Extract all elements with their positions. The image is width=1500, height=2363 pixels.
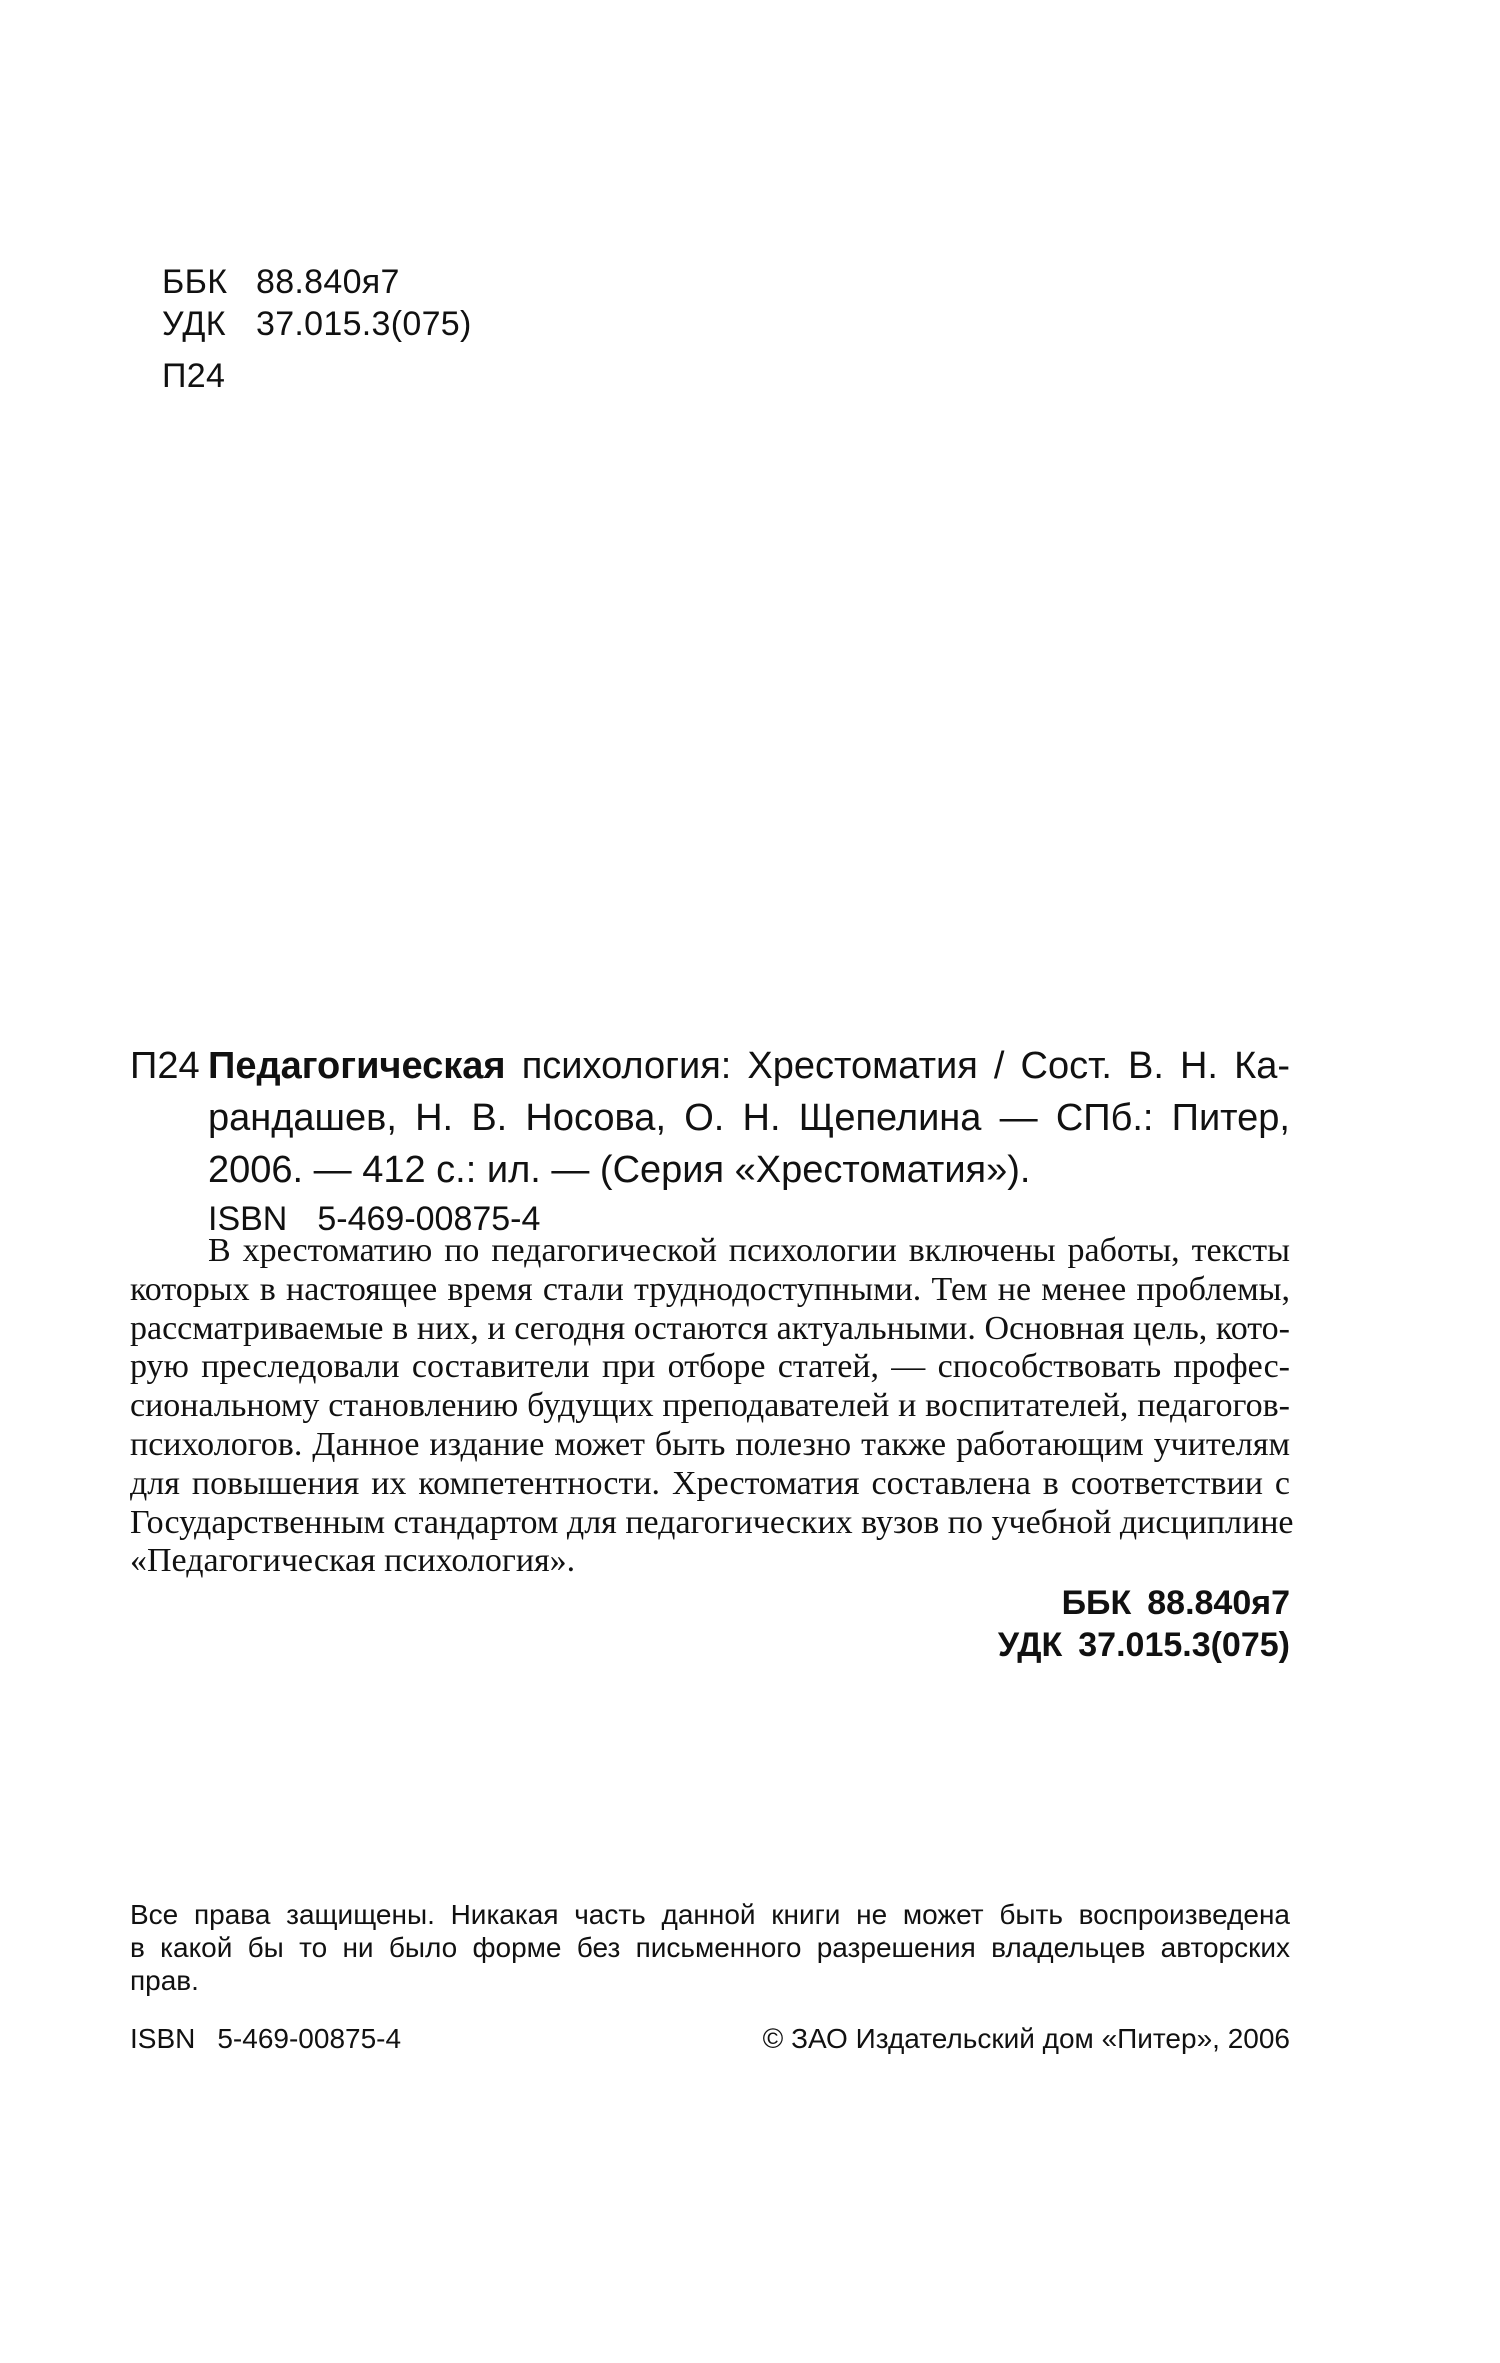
annotation-line: сиональному становлению будущих преподавателей и воспитателей, педагогов-	[130, 1387, 1290, 1425]
card-isbn-value: 5-469-00875-4	[317, 1200, 541, 1238]
annotation-line: для повышения их компетентности. Хрестоматия составлена в соответствии с	[130, 1464, 1290, 1502]
card-udk	[998, 1625, 1290, 1665]
card-bbk-label: ББК	[1061, 1584, 1132, 1622]
card-author-mark: П24	[130, 1045, 200, 1087]
bbk-label: ББК	[162, 263, 228, 301]
card-line-3: 2006. — 412 с.: ил. — (Серия «Хрестоматия»).	[208, 1149, 1031, 1191]
footer-isbn-value: 5-469-00875-4	[217, 2023, 402, 2054]
annotation	[130, 1232, 1294, 1581]
annotation-line: психологов. Данное издание может быть полезно также работающим учителям	[130, 1425, 1290, 1463]
card-bbk-value: 88.840я7	[1147, 1584, 1290, 1622]
top-bbk-line	[162, 262, 400, 302]
udk-value: 37.015.3(075)	[256, 305, 472, 343]
udk-label: УДК	[162, 305, 226, 343]
annotation-line: рую преследовали составители при отборе статей, — способствовать профес-	[130, 1348, 1290, 1386]
card-title-bold: Педагогическая	[208, 1045, 506, 1087]
footer-isbn	[130, 2022, 401, 2056]
card-bibliographic-record	[208, 1040, 1290, 1196]
annotation-line: В хрестоматию по педагогической психологии включены работы, тексты	[208, 1232, 1290, 1269]
bbk-value: 88.840я7	[256, 263, 400, 301]
card-line-2: рандашев, Н. В. Носова, О. Н. Щепелина — СПб.: Питер,	[208, 1097, 1290, 1139]
card-isbn-label: ISBN	[208, 1200, 288, 1238]
card-bbk	[1062, 1583, 1290, 1623]
rights-line: Все права защищены. Никакая часть данной книги не может быть воспроизведена	[130, 1899, 1290, 1930]
annotation-line: Государственным стандартом для педагогических вузов по учебной дисциплине	[130, 1503, 1294, 1541]
annotation-line: рассматриваемые в них, и сегодня остаются актуальными. Основная цель, кото-	[130, 1309, 1290, 1347]
top-author-mark: П24	[162, 357, 226, 395]
rights-line: прав.	[130, 1965, 199, 1996]
card-udk-label: УДК	[997, 1626, 1063, 1664]
annotation-line: «Педагогическая психология».	[130, 1542, 576, 1580]
footer-isbn-label: ISBN	[130, 2023, 196, 2054]
rights-line: в какой бы то ни было форме без письменного разрешения владельцев авторских	[130, 1932, 1290, 1963]
copyright-notice: © ЗАО Издательский дом «Питер», 2006	[762, 2023, 1290, 2054]
card-udk-value: 37.015.3(075)	[1078, 1626, 1290, 1664]
top-udk-line	[162, 304, 472, 344]
rights-notice	[130, 1898, 1290, 1997]
annotation-line: которых в настоящее время стали труднодоступными. Тем не менее проблемы,	[130, 1270, 1290, 1308]
card-line-1-text: психология: Хрестоматия / Сост. В. Н. Ка-	[521, 1045, 1291, 1087]
card-line-1	[208, 1040, 1290, 1092]
